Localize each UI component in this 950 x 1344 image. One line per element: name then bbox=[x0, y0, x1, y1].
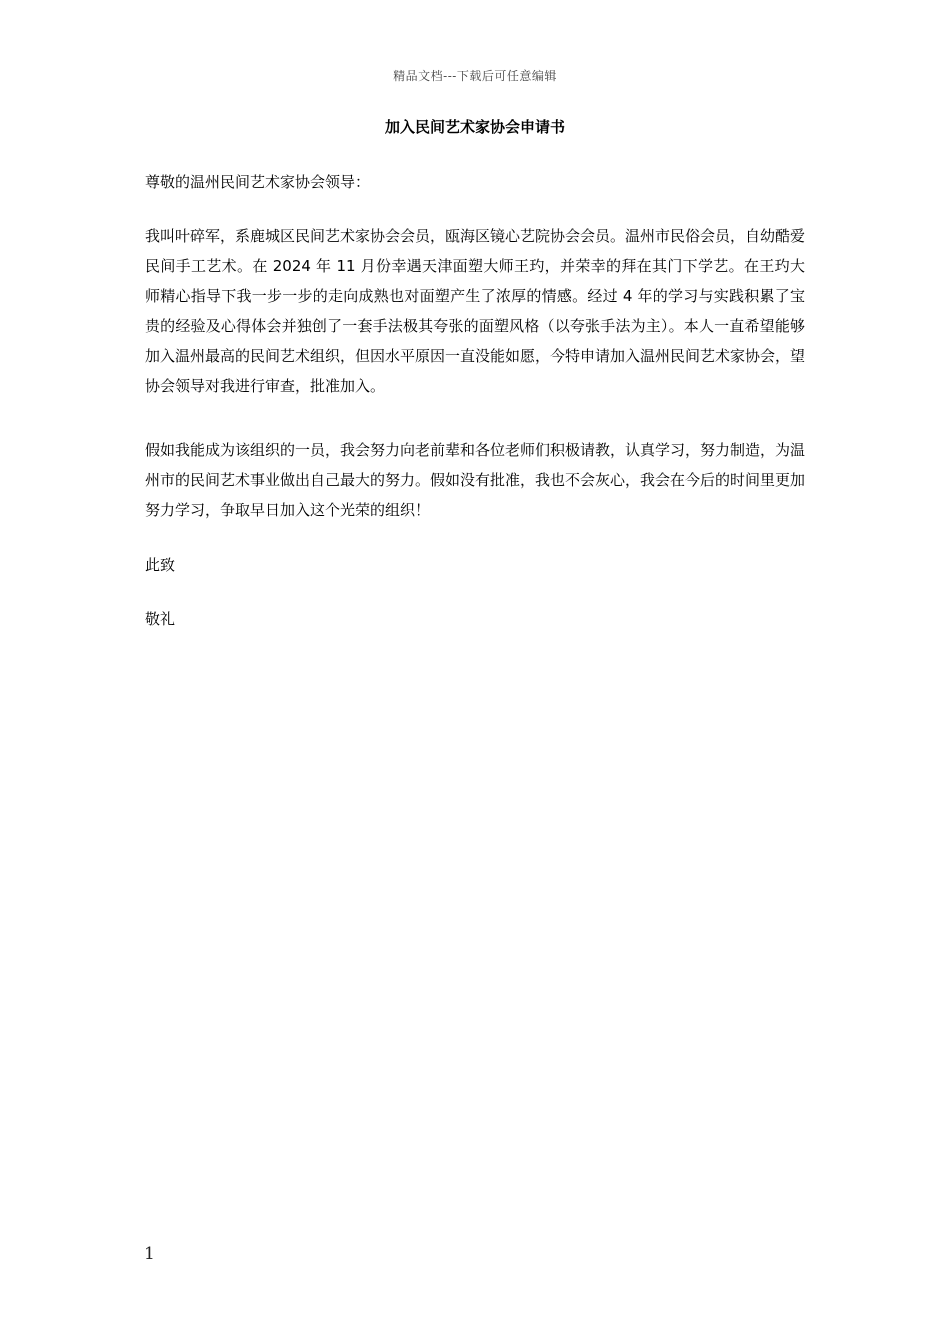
body-paragraph-1: 我叫叶碎军，系鹿城区民间艺术家协会会员，瓯海区镜心艺院协会会员。温州市民俗会员，自幼酷爱民间手工艺术。在 2024 年 11 月份幸遇天津面塑大师王玓，并荣幸的拜在其门下学艺。在王玓大师精心指导下我一步一步的走向成熟也对面塑产生了浓厚的情感。经过 4 年的学习与实践积累了宝贵的经验及心得体会并独创了一套手法极其夸张的面塑风格（以夸张手法为主）。本人一直希望能够加入温州最高的民间艺术组织，但因水平原因一直没能如愿，今特申请加入温州民间艺术家协会，望协会领导对我进行审查，批准加入。 bbox=[145, 227, 806, 395]
header-note: 精品文档---下载后可任意编辑 bbox=[393, 69, 557, 83]
document-title: 加入民间艺术家协会申请书 bbox=[384, 118, 565, 136]
body-paragraph-2: 假如我能成为该组织的一员，我会努力向老前辈和各位老师们积极请教，认真学习，努力制造，为温州市的民间艺术事业做出自己最大的努力。假如没有批准，我也不会灰心，我会在今后的时间里更加努力学习，争取早日加入这个光荣的组织！ bbox=[145, 441, 806, 519]
closing-line-1: 此致 bbox=[145, 556, 176, 574]
salutation: 尊敬的温州民间艺术家协会领导： bbox=[145, 173, 371, 191]
page-number: 1 bbox=[144, 1244, 155, 1264]
closing-line-2: 敬礼 bbox=[145, 610, 176, 628]
